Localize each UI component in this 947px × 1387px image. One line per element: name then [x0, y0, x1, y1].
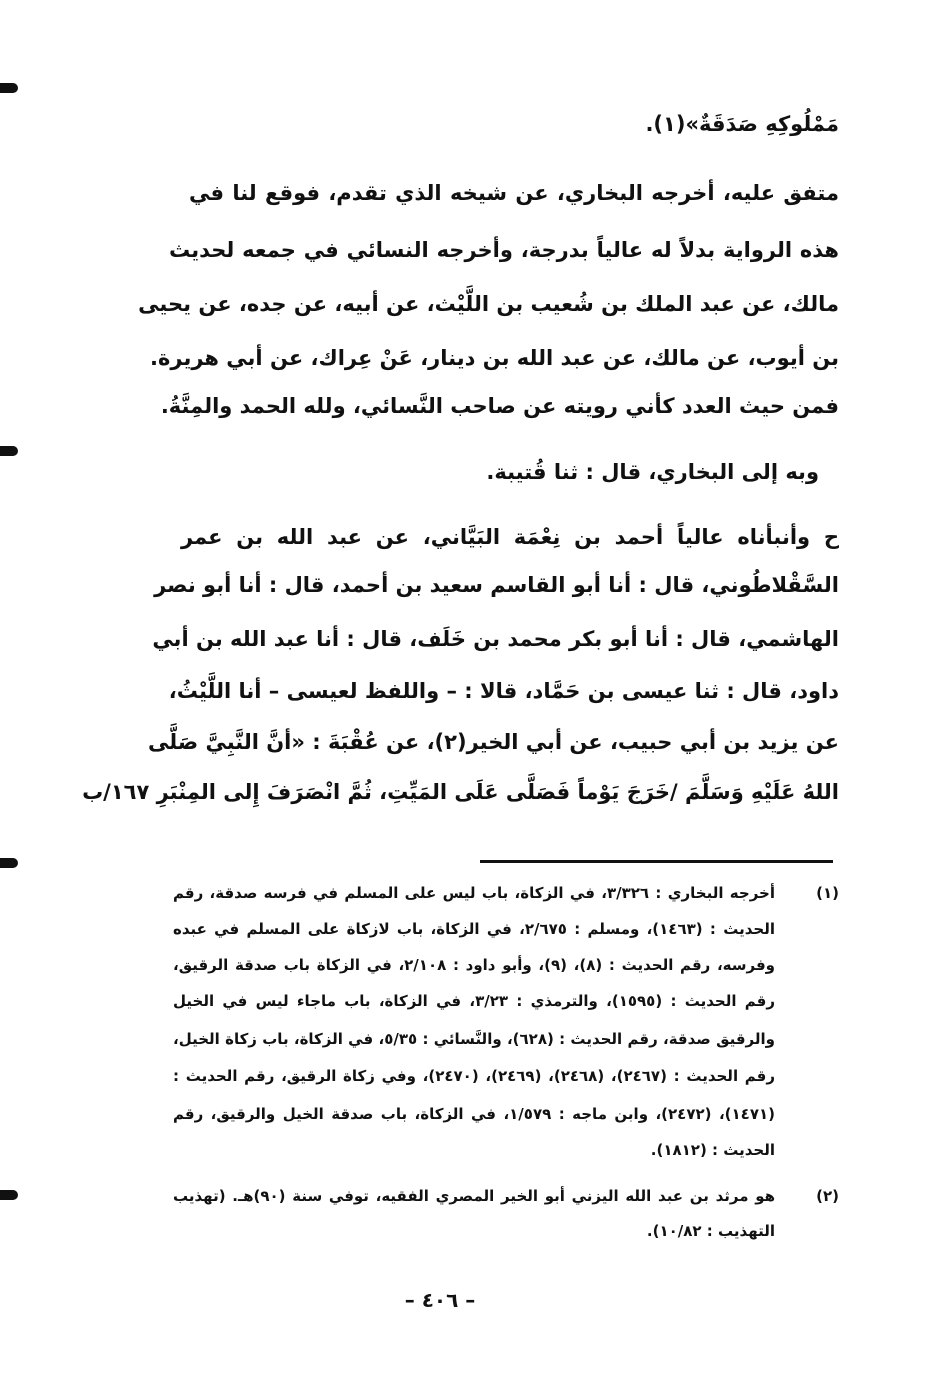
- footnote-line: أخرجه البخاري : ٣/٣٢٦، في الزكاة، باب ليس على المسلم في فرسه صدقة، رقم: [173, 884, 776, 902]
- footnote-number: (١): [816, 884, 839, 902]
- footnote-line: رقم الحديث : (١٥٩٥)، والترمذي : ٣/٢٣، في الزكاة، باب ماجاء ليس في الخيل: [173, 992, 775, 1010]
- footnote-separator: [480, 860, 833, 863]
- binding-mark: [0, 83, 18, 93]
- text-line: هذه الرواية بدلاً له عالياً بدرجة، وأخرجه النسائي في جمعه لحديث: [169, 238, 839, 262]
- text-line: مَمْلُوكِهِ صَدَقَةٌ»(١).: [645, 112, 839, 136]
- footnote-line: الحديث : (١٨١٢).: [650, 1141, 775, 1159]
- binding-mark: [0, 858, 18, 868]
- footnote-line: رقم الحديث : (٢٤٦٧)، (٢٤٦٨)، (٢٤٦٩)، (٢٤٧٠)، وفي زكاة الرقيق، رقم الحديث :: [173, 1067, 776, 1085]
- text-line: مالك، عن عبد الملك بن شُعيب بن اللَّيْث، عن أبيه، عن جده، عن يحيى: [138, 292, 839, 316]
- binding-mark: [0, 1190, 18, 1200]
- text-line: السَّقْلاطُوني، قال : أنا أبو القاسم سعيد بن أحمد، قال : أنا أبو نصر: [154, 573, 839, 597]
- text-line: داود، قال : ثنا عيسى بن حَمَّاد، قالا : – واللفظ لعيسى – أنا اللَّيْثُ،: [168, 679, 839, 703]
- text-line: اللهُ عَلَيْهِ وَسَلَّمَ /خَرَجَ يَوْماً فَصَلَّى عَلَى المَيِّتِ، ثُمَّ انْصَرَفَ إِلى المِنْبَرِ ١٦٧/ب: [82, 780, 839, 804]
- page-number: – ٤٠٦ –: [404, 1288, 476, 1312]
- footnote-line: والرقيق صدقة، رقم الحديث : (٦٢٨)، والنَّسائي : ٥/٣٥، في الزكاة، باب زكاة الخيل،: [173, 1030, 775, 1048]
- text-line: فمن حيث العدد كأني رويته عن صاحب النَّسائي، ولله الحمد والمِنَّةُ.: [160, 394, 839, 418]
- text-line: وبه إلى البخاري، قال : ثنا قُتيبة.: [486, 460, 819, 484]
- text-line: بن أيوب، عن مالك، عن عبد الله بن دينار، عَنْ عِراك، عن أبي هريرة.: [150, 346, 839, 370]
- footnote-line: التهذيب : ١٠/٨٢).: [646, 1222, 775, 1240]
- footnote-line: وفرسه، رقم الحديث : (٨)، (٩)، وأبو داود : ٢/١٠٨، في الزكاة باب صدقة الرقيق،: [173, 956, 775, 974]
- footnote-line: هو مرثد بن عبد الله اليزني أبو الخير المصري الفقيه، توفي سنة (٩٠)هـ. (تهذيب: [173, 1187, 775, 1205]
- footnote-line: الحديث : (١٤٦٣)، ومسلم : ٢/٦٧٥، في الزكاة، باب لازكاة على المسلم في عبده: [173, 920, 775, 938]
- binding-mark: [0, 446, 18, 456]
- footnote-number: (٢): [816, 1187, 839, 1205]
- text-line: متفق عليه، أخرجه البخاري، عن شيخه الذي تقدم، فوقع لنا في: [189, 181, 839, 205]
- footnote-line: (١٤٧١)، (٢٤٧٢)، وابن ماجه : ١/٥٧٩، في الزكاة، باب صدقة الخيل والرقيق، رقم: [173, 1105, 775, 1123]
- text-line: الهاشمي، قال : أنا أبو بكر محمد بن خَلَف، قال : أنا عبد الله بن أبي: [152, 627, 839, 651]
- text-line: ح وأنبأناه عالياً أحمد بن نِعْمَة البَيَّاني، عن عبد الله بن عمر: [181, 525, 839, 549]
- text-line: عن يزيد بن أبي حبيب، عن أبي الخير(٢)، عن عُقْبَةَ : «أنَّ النَّبِيَّ صَلَّى: [148, 730, 839, 754]
